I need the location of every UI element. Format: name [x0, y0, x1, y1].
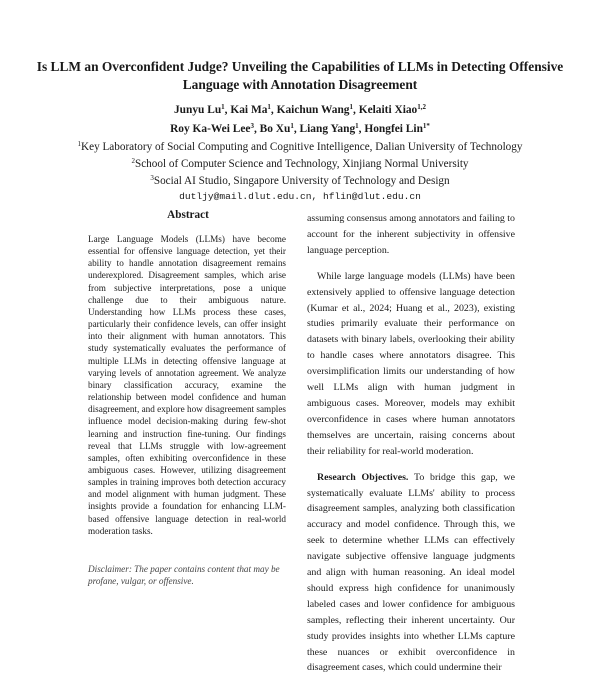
author: Liang Yang$^1$: [299, 121, 359, 135]
intro-paragraph: While large language models (LLMs) have been extensively applied to offensive language detection (Kumar et al., 2024; Huang et al., 2023), existing studies primarily evaluate their performance on datasets with binary labels, overlooking their ability to handle cases where annotators disagree. This oversimplification limits our understanding of how well LLMs align with human judgment in ambiguous cases. Moreover, models may exhibit overconfidence in cases where human annotators themselves are uncertain, raising concerns about their reliability for real-world moderation.: [307, 270, 515, 457]
abstract-heading: Abstract: [167, 209, 209, 221]
paper-header: [0, 58, 600, 204]
abstract-body: Large Language Models (LLMs) have become essential for offensive language detection, yet their ability to handle annotation disagreement remains underexplored. Disagreement samples, which arise from subjective interpretations, pose a unique challenge due to their ambiguous nature. Understanding how LLMs process these cases, particularly their confidence levels, can offer insight into their alignment with human annotators. This study systematically evaluates the performance of multiple LLMs in detecting offensive language at varying levels of annotation agreement. We analyze binary classification accuracy, examine the relationship between model confidence and human disagreement, and explore how disagreement samples influence model decision-making during few-shot learning and instruction fine-tuning. Our findings reveal that LLMs struggle with low-agreement samples, often exhibiting overconfidence in these ambiguous cases. However, utilizing disagreement samples in training improves both detection accuracy and model alignment with human judgment. These insights provide a foundation for enhancing LLM-based offensive language detection in real-world moderation tasks.: [88, 234, 286, 536]
affiliation: $^1$Key Laboratory of Social Computing and Cognitive Intelligence, Dalian University of Technology: [77, 140, 523, 153]
intro-column: [307, 211, 515, 676]
paper-title: Is LLM an Overconfident Judge? Unveiling the Capabilities of LLMs in Detecting Offensive Language with Annotation Disagreement: [36, 59, 564, 92]
affiliation: $^3$Social AI Studio, Singapore University of Technology and Design: [150, 174, 450, 187]
author: Kelaiti Xiao$^{1,2}$: [358, 103, 426, 116]
author: Kai Ma$^1$: [230, 103, 271, 116]
author: Roy Ka-Wei Lee$^3$: [170, 121, 254, 135]
research-objectives-paragraph: Research Objectives. To bridge this gap, we systematically evaluate LLMs' ability to process disagreement samples, analyzing both classification accuracy and model confidence. Through this, we seek to determine whether LLMs can effectively navigate subjective offensive language judgments and align with human reasoning. An ideal model should express high confidence for unanimously labeled cases and lower confidence for ambiguous samples, reflecting their inherent uncertainty. Our study provides insights into whether LLMs capture these nuances or exhibit overconfidence in disagreement cases, which could undermine their: [307, 471, 515, 674]
affiliation: $^2$School of Computer Science and Technology, Xinjiang Normal University: [131, 157, 469, 170]
disclaimer: Disclaimer: The paper contains content that may be profane, vulgar, or offensive.: [88, 564, 280, 587]
intro-paragraph: assuming consensus among annotators and failing to account for the inherent subjectivity in offensive language perception.: [307, 213, 515, 256]
author: Bo Xu$^1$: [259, 121, 294, 135]
author: Junyu Lu$^1$: [173, 103, 225, 116]
author-list: Junyu Lu$^1$, Kai Ma$^1$, Kaichun Wang$^1$, Kelaiti Xiao$^{1,2}$ Roy Ka-Wei Lee$^3$, Bo Xu$^1$, Liang Yang$^1$, Hongfei Lin$^{1*}$: [170, 103, 430, 135]
author-emails: dutljy@mail.dlut.edu.cn, hflin@dlut.edu.cn: [179, 191, 421, 202]
author: Kaichun Wang$^1$: [276, 103, 354, 116]
research-objectives-heading: Research Objectives.: [317, 471, 409, 483]
author: Hongfei Lin$^{1*}$: [364, 121, 430, 135]
